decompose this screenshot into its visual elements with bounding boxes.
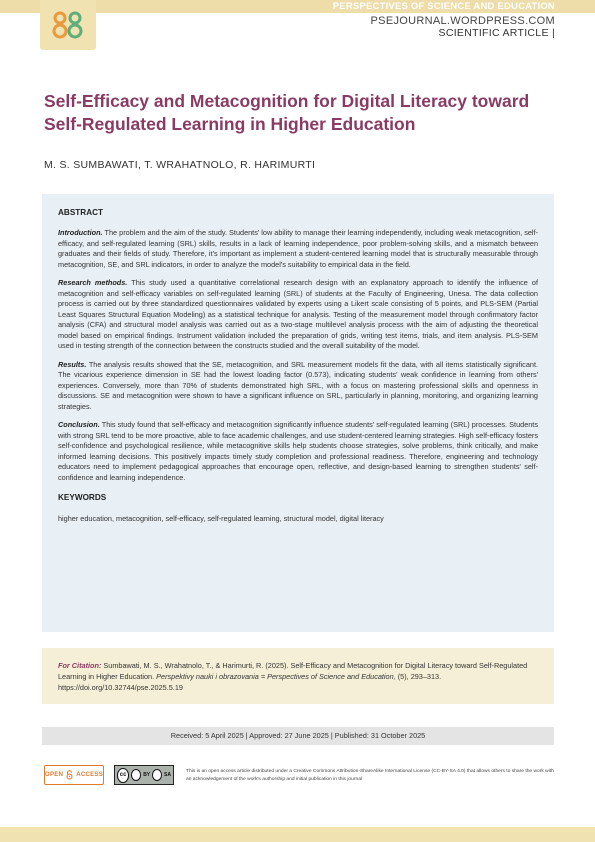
journal-url[interactable]: PSEJOURNAL.WORDPRESS.COM: [370, 15, 555, 27]
share-alike-icon: [152, 769, 162, 781]
keywords-heading: KEYWORDS: [58, 493, 107, 502]
citation-label: For Citation:: [58, 661, 102, 670]
introduction-text: The problem and the aim of the study. Students' low ability to manage their learning independently, including weak metacognition, self-efficacy, and self-regulated learning (SRL) skills, results in a lack of learning independence, poor problem-solving skills, and a mismatch between graduates and their fields of study. Therefore, it's important as implement a student-centered learning model that is structurally measurable through metacognition, SE, and SRL indicators, in order to analyze the model's suitability to empirical data in the field.: [58, 228, 538, 269]
citation-text: Sumbawati, M. S., Wrahatnolo, T., & Harimurti, R. (2025). Self-Efficacy and Metacognition for Digital Literacy toward Self-Regulated Learning in Higher Education.: [58, 661, 528, 681]
conclusion-label: Conclusion.: [58, 420, 100, 429]
journal-name: PERSPECTIVES OF SCIENCE AND EDUCATION: [332, 1, 555, 12]
introduction-label: Introduction.: [58, 228, 103, 237]
publication-dates: Received: 5 April 2025 | Approved: 27 June 2025 | Published: 31 October 2025: [42, 727, 554, 745]
authors: M. S. SUMBAWATI, T. WRAHATNOLO, R. HARIMURTI: [44, 159, 316, 171]
abstract-methods: [58, 278, 538, 352]
abstract-conclusion: [58, 420, 538, 483]
citation-box: [42, 648, 554, 704]
sa-label: SA: [164, 772, 171, 778]
abstract-heading: ABSTRACT: [58, 208, 104, 217]
abstract-introduction: [58, 228, 538, 270]
journal-logo: [40, 0, 96, 50]
license-text: This is an open access article distributed under a Creative Commons Attribution-ShareAlike International License (CC-BY-SA 4.0) that allows others to share the work with an acknowledgement of the work's authorship and initial publication in this journal: [186, 769, 554, 782]
open-access-left-label: OPEN: [45, 772, 64, 778]
attribution-icon: [131, 769, 141, 781]
open-access-right-label: ACCESS: [76, 772, 103, 778]
conclusion-text: This study found that self-efficacy and metacognition significantly influence students' self-regulated learning (SRL) processes. Students with strong SRL tend to be more proactive, able to face academic challenges, and use student-centered learning strategies. High self-efficacy fosters self-confidence and psychological resilience, while metacognitive skills help students choose strategies, solve problems, think critically, and make informed learning decisions. This positively impacts timely study completion and professional readiness. Therefore, engineering and technology educators need to implement pedagogical approaches that encourage open, reflective, and design-based learning to strengthen students' self-confidence and learning independence.: [58, 420, 538, 482]
article-type: SCIENTIFIC ARTICLE |: [438, 27, 555, 39]
results-text: The analysis results showed that the SE, metacognition, and SRL measurement models fit the data, with all items statistically significant. The vicarious experience dimension in SE had the lowest loading factor (0.573), indicating students' weak confidence in learning from others' experiences. Conversely, more than 70% of students demonstrated high SRL, with a focus on mastering professional skills and openness in discussions. SE and metacognition were shown to have a significant influence on SRL, particularly in planning, monitoring, and organizing learning strategies.: [58, 359, 538, 411]
results-label: Results.: [58, 359, 87, 369]
cc-icon: cc: [117, 768, 129, 783]
by-label: BY: [143, 772, 151, 778]
cc-license-badge[interactable]: [114, 765, 174, 785]
open-access-badge[interactable]: [44, 765, 104, 785]
citation-journal: Perspektivy nauki i obrazovania = Perspectives of Science and Education,: [156, 672, 396, 681]
footer-band: [0, 827, 595, 842]
open-lock-icon: [66, 769, 73, 781]
journal-logo-icon: [52, 10, 84, 40]
abstract-results: [58, 360, 538, 413]
article-title: Self-Efficacy and Metacognition for Digital Literacy toward Self-Regulated Learning in Higher Education: [44, 91, 530, 134]
abstract-box: [42, 194, 554, 632]
citation-doi[interactable]: (5), 293–313. https://doi.org/10.32744/pse.2025.5.19: [58, 672, 442, 692]
methods-text: This study used a quantitative correlational research design with an explanatory approach to identify the influence of metacognition and self-efficacy variables on self-regulated learning (SRL) of students at the Faculty of Engineering, Unesa. The data collection process is carried out by three standardized questionnaires validated by experts using a Likert scale consisting of 5 points, and PLS-SEM (Partial Least Squares Structural Equation Modeling) as a statistical technique for analysis. Testing of the measurement model through confirmatory factor analysis (CFA) and structural model analysis was carried out as a two-stage multilevel analysis process with the aim of adjusting the theoretical model based on empirical findings. Instrument validation included the preparation of grids, writing test items, trials, and item analysis. PLS-SEM used in testing strength of the connection between the constructs studied and the overall suitability of the model.: [58, 278, 538, 350]
keywords: higher education, metacognition, self-efficacy, self-regulated learning, structural model, digital literacy: [58, 514, 384, 523]
methods-label: Research methods.: [58, 278, 128, 287]
